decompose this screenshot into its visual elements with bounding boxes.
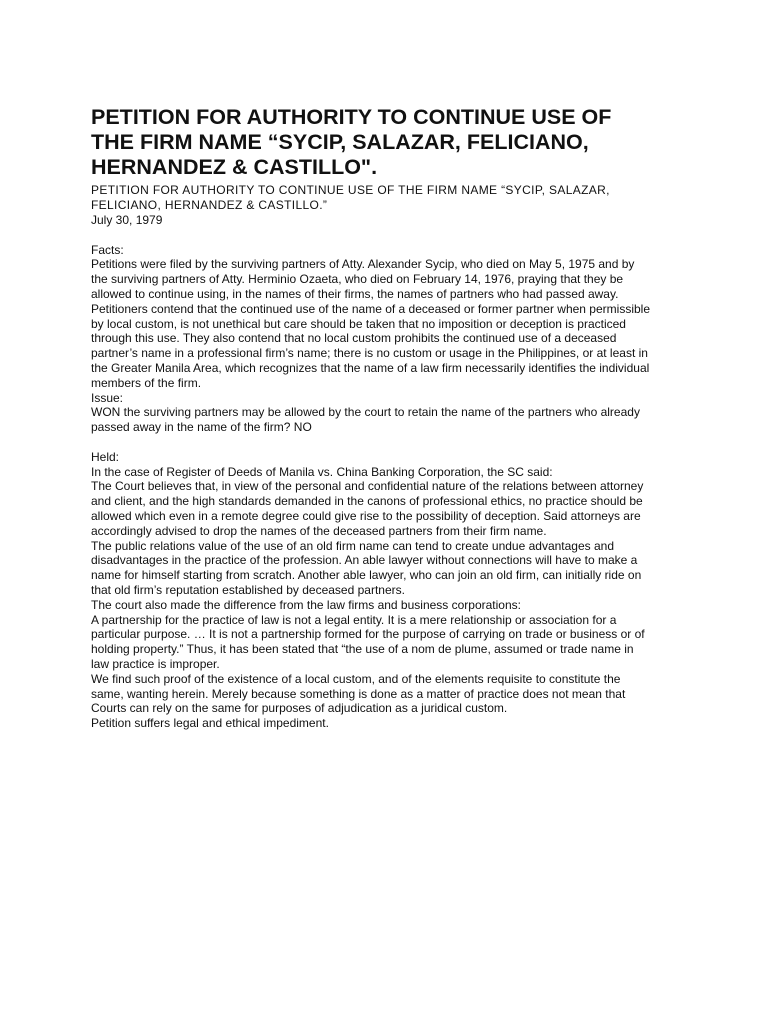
- held-line: disadvantages in the practice of the profession. An able lawyer without connections will have to make a: [91, 553, 638, 568]
- facts-line: Petitioners contend that the continued use of the name of a deceased or former partner when permissible: [91, 301, 650, 316]
- issue-line: passed away in the name of the firm? NO: [91, 420, 312, 435]
- document-page: [91, 105, 691, 731]
- held-line: The Court believes that, in view of the personal and confidential nature of the relations between attorney: [91, 479, 644, 494]
- paragraph-gap: [91, 228, 691, 243]
- document-date: July 30, 1979: [91, 213, 163, 227]
- title-line: PETITION FOR AUTHORITY TO CONTINUE USE OF: [91, 105, 612, 129]
- held-line: allowed which even in a remote degree could give rise to the possibility of deception. Said attorneys are: [91, 508, 641, 523]
- issue-label: Issue:: [91, 390, 124, 405]
- facts-line: members of the firm.: [91, 375, 202, 390]
- issue-line: WON the surviving partners may be allowed by the court to retain the name of the partners who already: [91, 405, 640, 420]
- facts-label: Facts:: [91, 242, 124, 257]
- held-line: accordingly advised to drop the names of the deceased partners from their firm name.: [91, 523, 547, 538]
- subtitle-line: FELICIANO, HERNANDEZ & CASTILLO.”: [91, 198, 328, 212]
- facts-line: through this use. They also contend that no local custom prohibits the continued use of a deceased: [91, 331, 617, 346]
- held-line: holding property.” Thus, it has been stated that “the use of a nom de plume, assumed or trade name in: [91, 642, 634, 657]
- held-line: A partnership for the practice of law is not a legal entity. It is a mere relationship or association for a: [91, 612, 617, 627]
- issue-section: [91, 405, 691, 435]
- held-line: same, wanting herein. Merely because something is done as a matter of practice does not mean that: [91, 686, 626, 701]
- held-section: [91, 465, 691, 731]
- facts-line: partner’s name in a professional firm’s name; there is no custom or usage in the Philippines, or at least in: [91, 346, 648, 361]
- facts-line: by local custom, is not unethical but care should be taken that no imposition or deception is practiced: [91, 316, 626, 331]
- document-subtitle: [91, 183, 691, 213]
- paragraph-gap: [91, 435, 691, 450]
- facts-line: the surviving partners of Atty. Herminio Ozaeta, who died on February 14, 1976, praying that they be: [91, 272, 624, 287]
- facts-line: the Greater Manila Area, which recognizes that the name of a law firm necessarily identifies the individual: [91, 360, 650, 375]
- held-line: that old firm’s reputation established by deceased partners.: [91, 582, 405, 597]
- held-line: particular purpose. … It is not a partnership formed for the purpose of carrying on trade or business or of: [91, 627, 645, 642]
- facts-section: [91, 257, 691, 390]
- held-line: In the case of Register of Deeds of Manila vs. China Banking Corporation, the SC said:: [91, 464, 553, 479]
- document-title: [91, 105, 691, 180]
- held-label: Held:: [91, 449, 120, 464]
- held-line: The court also made the difference from the law firms and business corporations:: [91, 597, 521, 612]
- document-body: [91, 213, 691, 731]
- facts-line: Petitions were filed by the surviving partners of Atty. Alexander Sycip, who died on May 5, 1975 and by: [91, 257, 635, 272]
- facts-line: allowed to continue using, in the names of their firms, the names of partners who had passed away.: [91, 286, 619, 301]
- held-line: name for himself starting from scratch. Another able lawyer, who can join an old firm, can initially ride on: [91, 568, 642, 583]
- held-line: Courts can rely on the same for purposes of adjudication as a juridical custom.: [91, 701, 508, 716]
- title-line: HERNANDEZ & CASTILLO".: [91, 155, 378, 179]
- held-line: Petition suffers legal and ethical impediment.: [91, 716, 329, 731]
- title-line: THE FIRM NAME “SYCIP, SALAZAR, FELICIANO,: [91, 130, 589, 154]
- held-line: and client, and the high standards demanded in the canons of professional ethics, no practice should be: [91, 494, 643, 509]
- held-line: We find such proof of the existence of a local custom, and of the elements requisite to constitute the: [91, 671, 621, 686]
- held-line: The public relations value of the use of an old firm name can tend to create undue advantages and: [91, 538, 615, 553]
- subtitle-line: PETITION FOR AUTHORITY TO CONTINUE USE OF THE FIRM NAME “SYCIP, SALAZAR,: [91, 183, 610, 197]
- held-line: law practice is improper.: [91, 656, 220, 671]
